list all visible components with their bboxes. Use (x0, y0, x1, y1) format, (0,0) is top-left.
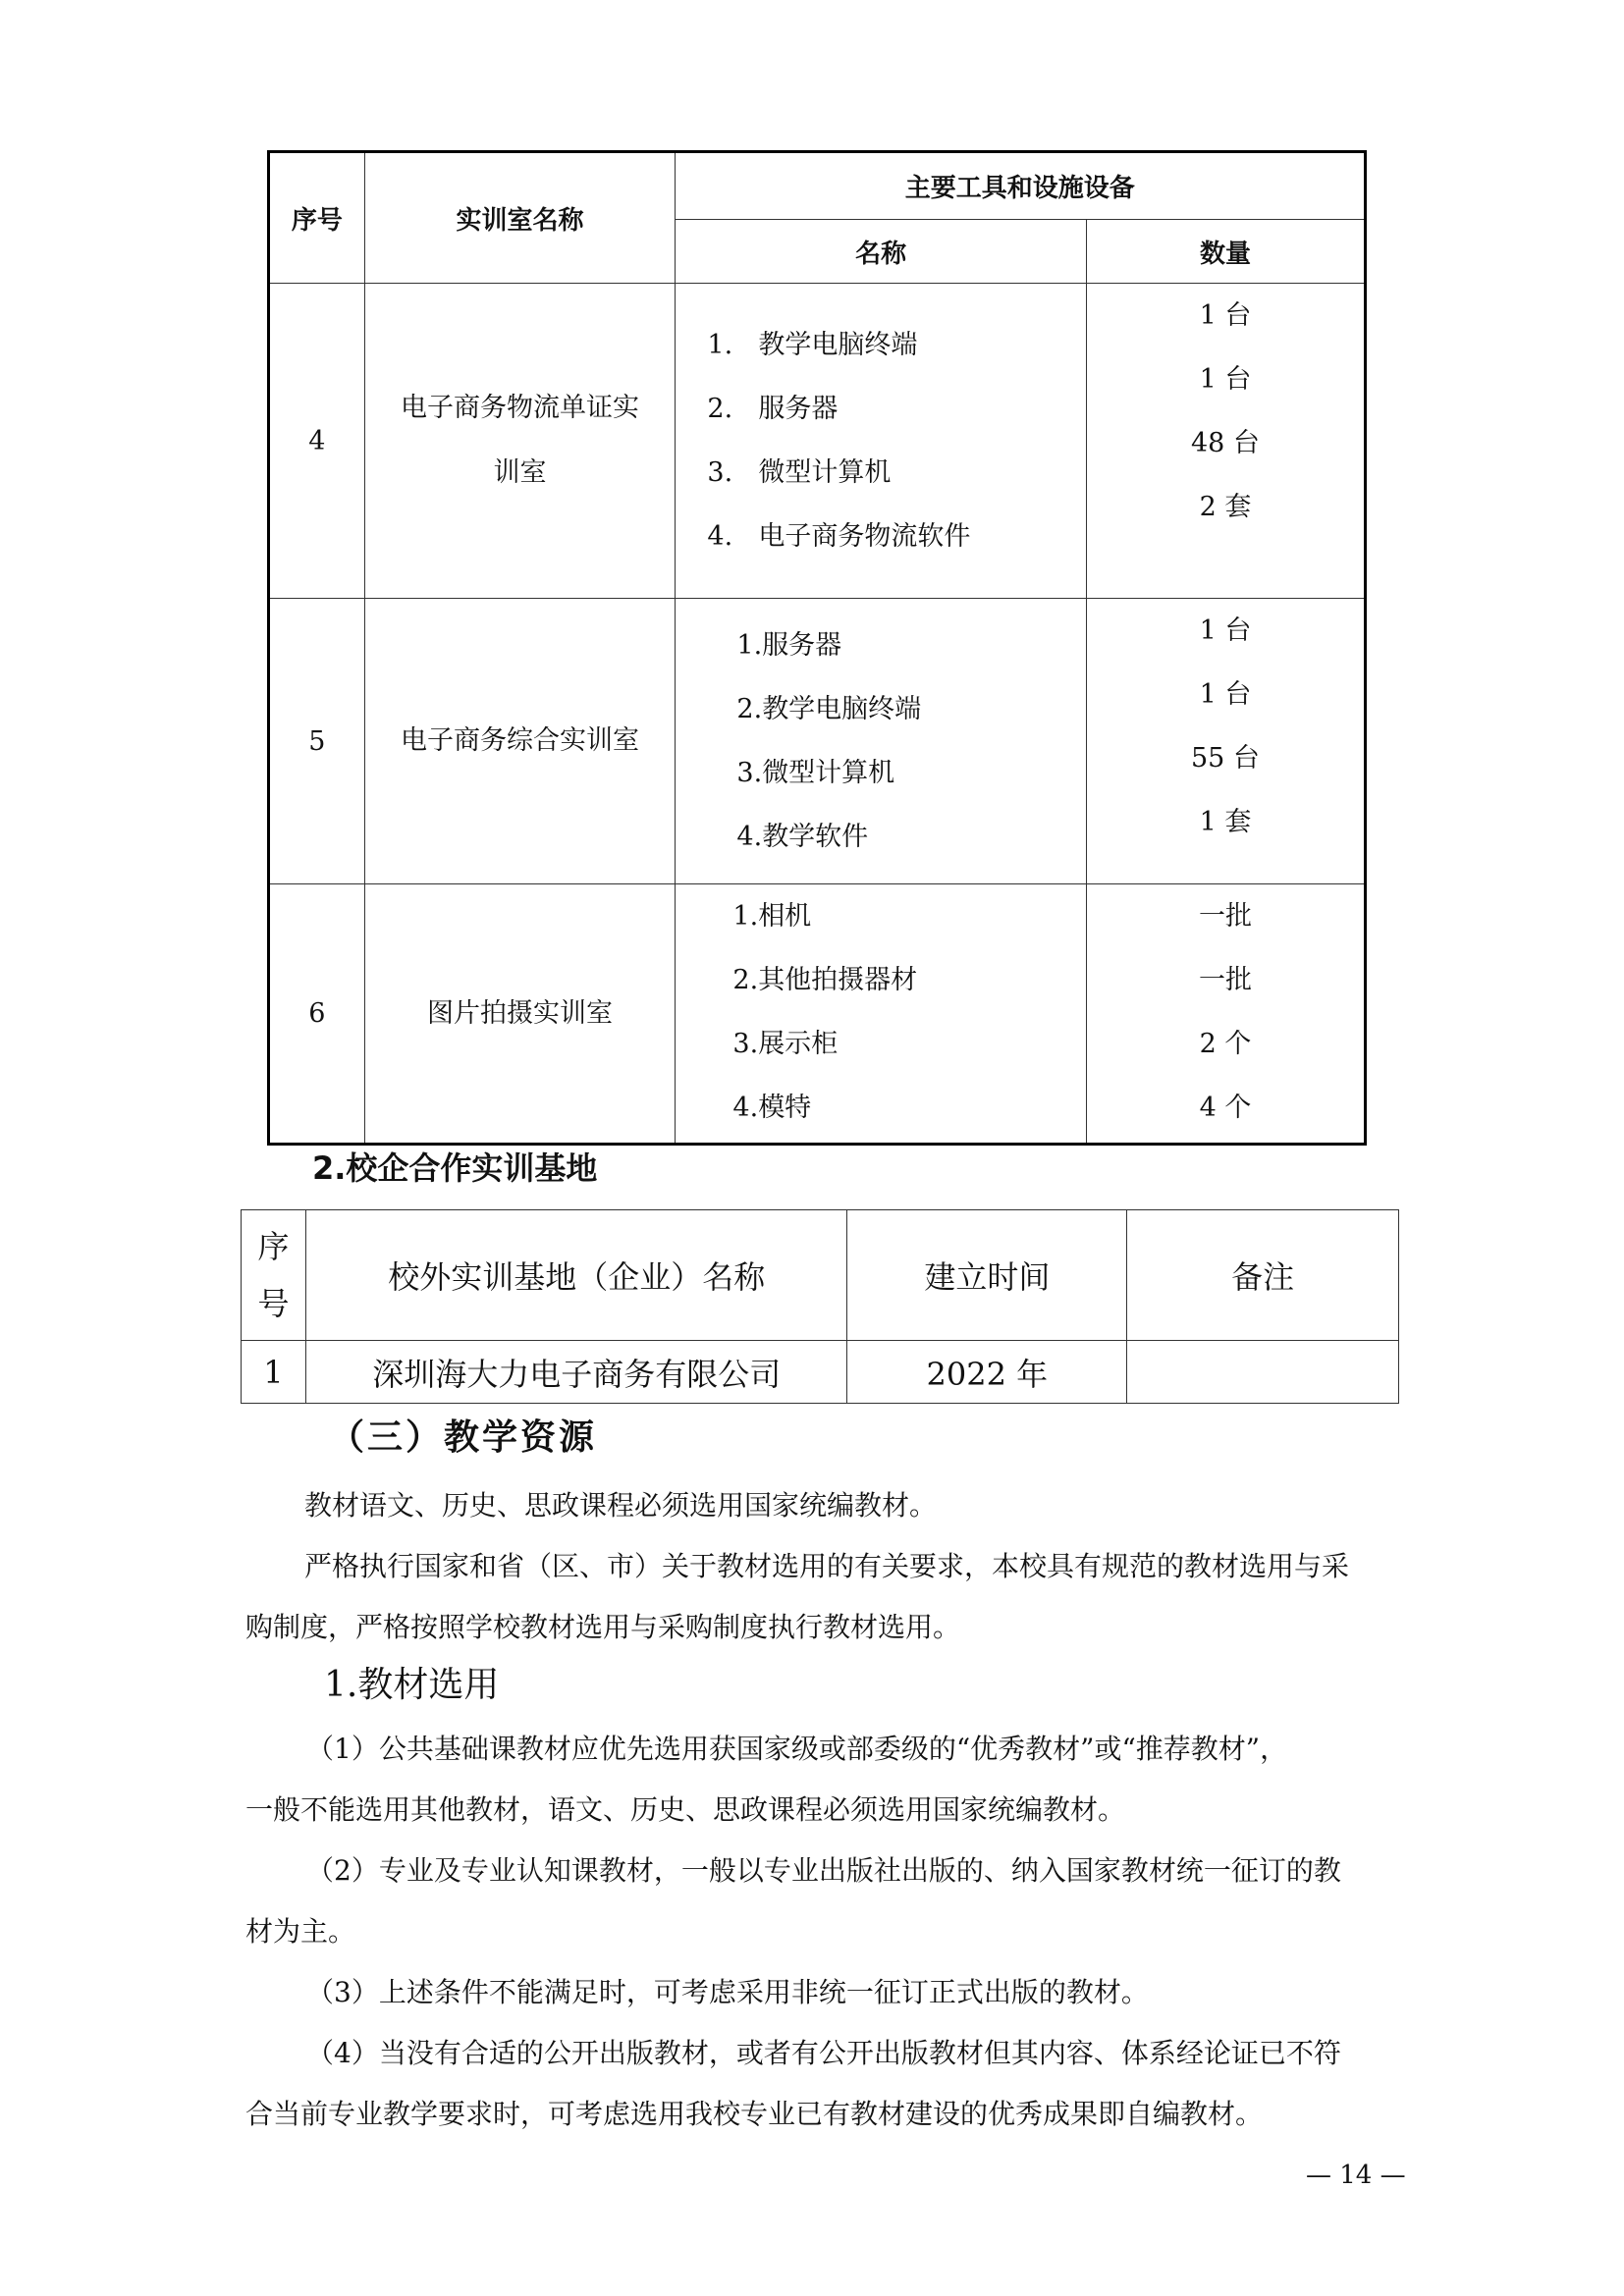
quantity-list: 一批 一批 2 个 4 个 (1086, 884, 1365, 1145)
header-remark: 备注 (1127, 1210, 1399, 1341)
equipment-list (676, 599, 1086, 884)
list-item: 2. 服务器 (707, 394, 839, 424)
list-item: （2）专业及专业认知课教材，一般以专业出版社出版的、纳入国家教材统一征订的教 (306, 1854, 1341, 1887)
list-item: 合当前专业教学要求时，可考虑选用我校专业已有教材建设的优秀成果即自编教材。 (245, 2098, 1264, 2130)
table-row (269, 284, 1366, 599)
subsection-title-textbook-selection: 1.教材选用 (324, 1665, 500, 1705)
table-row (269, 599, 1366, 884)
remark (1127, 1341, 1399, 1404)
list-item: 2.教学电脑终端 (736, 694, 922, 724)
room-name: 电子商务综合实训室 (364, 599, 676, 884)
row-index: 6 (269, 884, 365, 1145)
list-item: 3. 微型计算机 (707, 457, 892, 488)
header-equipment-name: 名称 (676, 220, 1086, 284)
list-item: 1.相机 (732, 901, 812, 932)
list-item: 材为主。 (245, 1915, 356, 1948)
list-item: （1）公共基础课教材应优先选用获国家级或部委级的“优秀教材”或“推荐教材”， (306, 1733, 1288, 1765)
list-item: 2.其他拍摄器材 (732, 965, 918, 995)
list-item: 一般不能选用其他教材，语文、历史、思政课程必须选用国家统编教材。 (245, 1793, 1126, 1826)
list-item: （4）当没有合适的公开出版教材，或者有公开出版教材但其内容、体系经论证已不符 (306, 2037, 1341, 2069)
paragraph: 教材语文、历史、思政课程必须选用国家统编教材。 (304, 1489, 938, 1522)
room-name: 电子商务物流单证实 训室 (364, 284, 676, 599)
list-item: 4.模特 (732, 1093, 812, 1123)
header-room-name: 实训室名称 (364, 152, 676, 284)
header-established: 建立时间 (847, 1210, 1127, 1341)
list-item: 4.教学软件 (736, 822, 869, 852)
equipment-list (676, 284, 1086, 599)
header-equipment-group: 主要工具和设施设备 (676, 152, 1366, 220)
paragraph: 购制度，严格按照学校教材选用与采购制度执行教材选用。 (245, 1611, 961, 1643)
row-index: 5 (269, 599, 365, 884)
row-index: 4 (269, 284, 365, 599)
list-item: （3）上述条件不能满足时，可考虑采用非统一征订正式出版的教材。 (306, 1976, 1149, 2008)
list-item: 1. 教学电脑终端 (707, 330, 918, 360)
training-room-table (267, 150, 1367, 1146)
quantity-list: 1 台 1 台 55 台 1 套 (1086, 599, 1365, 884)
header-quantity: 数量 (1086, 220, 1365, 284)
header-index: 序 号 (242, 1210, 306, 1341)
list-item: 3.微型计算机 (736, 758, 895, 788)
paragraph: 严格执行国家和省（区、市）关于教材选用的有关要求，本校具有规范的教材选用与采 (304, 1550, 1350, 1582)
row-index: 1 (242, 1341, 306, 1404)
equipment-list (676, 884, 1086, 1145)
established-year: 2022 年 (847, 1341, 1127, 1404)
table-row (269, 884, 1366, 1145)
list-item: 3.展示柜 (732, 1029, 839, 1059)
base-name: 深圳海大力电子商务有限公司 (305, 1341, 846, 1404)
list-item: 1.服务器 (736, 630, 842, 661)
list-item: 4. 电子商务物流软件 (707, 521, 971, 552)
table-row (242, 1341, 1399, 1404)
room-name: 图片拍摄实训室 (364, 884, 676, 1145)
header-index: 序号 (269, 152, 365, 284)
enterprise-base-table (241, 1209, 1399, 1404)
section-title-enterprise-base: 2.校企合作实训基地 (312, 1149, 598, 1187)
page-number: — 14 — (1306, 2161, 1406, 2190)
quantity-list: 1 台 1 台 48 台 2 套 (1086, 284, 1365, 599)
section-title-teaching-resources: （三）教学资源 (329, 1417, 598, 1458)
header-base-name: 校外实训基地（企业）名称 (305, 1210, 846, 1341)
